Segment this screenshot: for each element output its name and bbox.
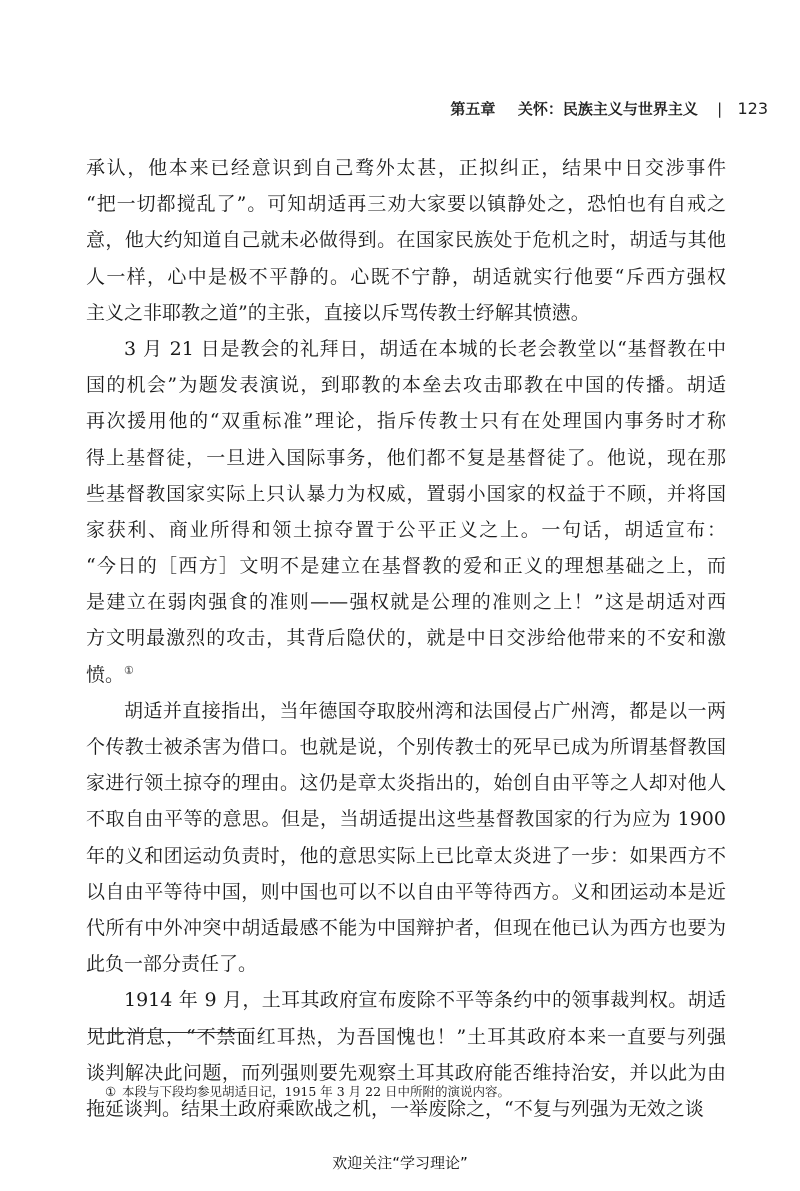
footnote-text: 本段与下段均参见胡适日记，1915 年 3 月 22 日中所附的演说内容。 <box>122 1084 511 1099</box>
footnote-mark: ① <box>105 1084 117 1099</box>
chapter-number: 第五章 <box>450 100 496 118</box>
text-line <box>86 331 726 367</box>
text-line <box>86 946 726 982</box>
line-text: 国的机会”为题发表演说，到耶教的本垒去攻击耶教在中国的传播。胡适 <box>86 374 726 397</box>
line-text: 再次援用他的“双重标准”理论，指斥传教士只有在处理国内事务时才称 <box>86 410 726 433</box>
line-text: 是建立在弱肉强食的准则——强权就是公理的准则之上！”这是胡适对西 <box>86 591 726 614</box>
text-line <box>86 403 726 439</box>
header-separator: | <box>717 100 723 118</box>
line-text: 意，他大约知道自己就未必做得到。在国家民族处于危机之时，胡适与其他 <box>86 229 726 252</box>
text-line <box>86 440 726 476</box>
line-text: 人一样，心中是极不平静的。心既不宁静，胡适就实行他要“斥西方强权 <box>86 265 726 288</box>
text-line <box>86 620 726 656</box>
line-text: 拖延谈判。结果土政府乘欧战之机，一举废除之，“不复与列强为无效之谈 <box>86 1097 704 1120</box>
line-text: 方文明最激烈的攻击，其背后隐伏的，就是中日交涉给他带来的不安和激 <box>86 627 726 650</box>
line-text: 家获利、商业所得和领土掠夺置于公平正义之上。一句话，胡适宣布： <box>86 518 726 541</box>
body-text <box>86 150 726 1127</box>
line-text: 1914 年 9 月，土耳其政府宣布废除不平等条约中的领事裁判权。胡适 <box>124 989 726 1012</box>
text-line <box>86 584 726 620</box>
text-line <box>86 512 726 548</box>
page-number: 123 <box>737 99 768 118</box>
text-line <box>86 367 726 403</box>
text-line <box>86 729 726 765</box>
text-line <box>86 838 726 874</box>
text-line <box>86 548 726 584</box>
text-line <box>86 693 726 729</box>
line-text: 承认，他本来已经意识到自己骛外太甚，正拟纠正，结果中日交涉事件 <box>86 157 726 179</box>
line-text: 得上基督徒，一旦进入国际事务，他们都不复是基督徒了。他说，现在那 <box>86 446 726 469</box>
line-text: 此负一部分责任了。 <box>86 953 258 976</box>
text-line <box>86 259 726 295</box>
line-text: 不取自由平等的意思。但是，当胡适提出这些基督教国家的行为应为 1900 <box>86 808 726 831</box>
text-line <box>86 801 726 837</box>
text-line <box>86 874 726 910</box>
running-header <box>0 98 768 119</box>
page-footer: 欢迎关注“学习理论” <box>332 1154 468 1172</box>
footnote-divider <box>88 1032 244 1033</box>
line-text: 以自由平等待中国，则中国也可以不以自由平等待西方。义和团运动本是近 <box>86 880 726 903</box>
line-text: 代所有中外冲突中胡适最感不能为中国辩护者，但现在他已认为西方也要为 <box>86 916 726 939</box>
footnote <box>105 1083 742 1101</box>
text-line <box>86 295 726 331</box>
text-line <box>86 222 726 258</box>
text-line <box>86 186 726 222</box>
text-line <box>86 657 726 693</box>
line-text: 愤。 <box>86 663 125 686</box>
line-text: 年的义和团运动负责时，他的意思实际上已比章太炎进了一步：如果西方不 <box>86 844 726 867</box>
chapter-title: 关怀：民族主义与世界主义 <box>517 100 698 118</box>
text-line <box>86 910 726 946</box>
text-line <box>86 150 726 186</box>
line-text: “今日的［西方］文明不是建立在基督教的爱和正义的理想基础之上，而 <box>86 555 726 578</box>
line-text: 3 月 21 日是教会的礼拜日，胡适在本城的长老会教堂以“基督教在中 <box>124 337 726 360</box>
text-line <box>86 476 726 512</box>
text-line <box>86 765 726 801</box>
line-text: 主义之非耶教之道”的主张，直接以斥骂传教士纾解其愤懑。 <box>86 301 590 324</box>
line-text: “把一切都搅乱了”。可知胡适再三劝大家要以镇静处之，恐怕也有自戒之 <box>86 193 726 216</box>
text-line <box>86 982 726 1018</box>
footnote-ref-mark: ① <box>124 663 134 677</box>
line-text: 些基督教国家实际上只认暴力为权威，置弱小国家的权益于不顾，并将国 <box>86 482 726 505</box>
line-text: 见此消息，“不禁面红耳热，为吾国愧也！”土耳其政府本来一直要与列强 <box>86 1025 726 1048</box>
line-text: 胡适并直接指出，当年德国夺取胶州湾和法国侵占广州湾，都是以一两 <box>124 699 726 722</box>
line-text: 家进行领土掠夺的理由。这仍是章太炎指出的，始创自由平等之人却对他人 <box>86 772 726 795</box>
line-text: 个传教士被杀害为借口。也就是说，个别传教士的死早已成为所谓基督教国 <box>86 736 726 758</box>
line-text: 谈判解决此问题，而列强则要先观察土耳其政府能否维持治安，并以此为由 <box>86 1061 726 1084</box>
text-line <box>86 1019 726 1055</box>
